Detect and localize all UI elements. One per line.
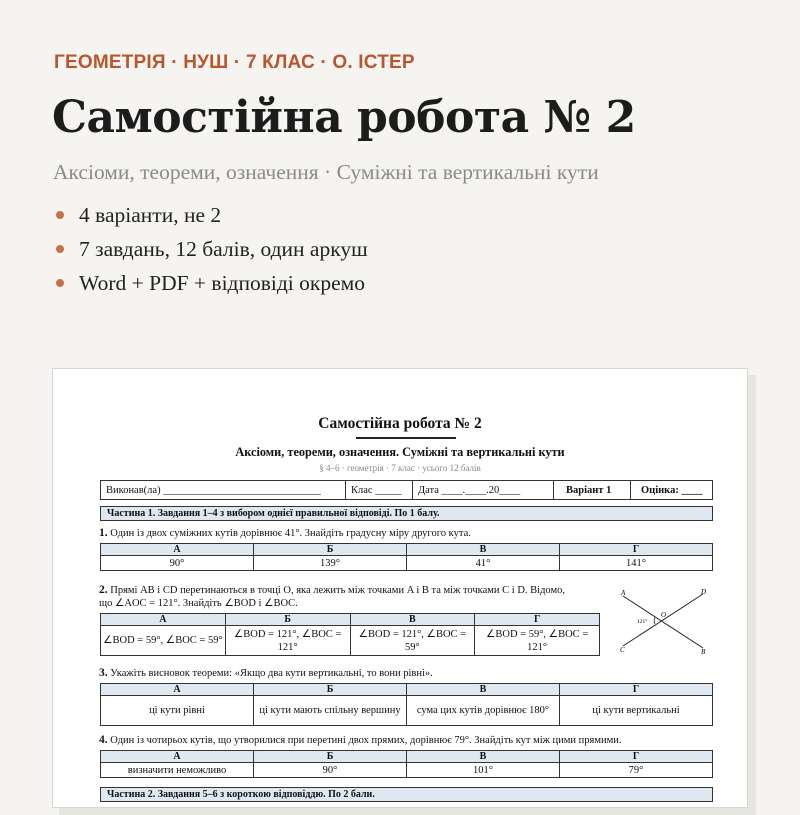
option-cell: ці кути мають спільну вершину (254, 696, 407, 726)
option-cell: ∠BOD = 121°, ∠BOC = 121° (225, 626, 350, 656)
option-cell: 101° (407, 763, 560, 778)
question-4 (99, 734, 622, 747)
option-cell: 139° (254, 556, 407, 571)
option-header: Б (254, 684, 407, 696)
sheet-title: Самостійна робота № 2 (318, 415, 482, 432)
option-cell: 90° (101, 556, 254, 571)
option-header: Г (560, 684, 713, 696)
title-underline (356, 437, 456, 439)
question-2 (99, 584, 609, 610)
feature-text: Word + PDF + відповіді окремо (79, 271, 365, 295)
bullet-dot-icon (56, 279, 64, 287)
option-cell: сума цих кутів дорівнює 180° (407, 696, 560, 726)
option-cell: 41° (407, 556, 560, 571)
line-ab (623, 596, 703, 648)
option-cell: 79° (560, 763, 713, 778)
question-text: Прямі AB і CD перетинаються в точці O, яка лежить між точками A і B та між точками C і D. Відомо, (110, 585, 565, 596)
feature-list (54, 201, 368, 303)
option-header: А (101, 614, 226, 626)
question-text: що ∠AOC = 121°. Знайдіть ∠BOD і ∠BOC. (99, 598, 298, 609)
option-header: В (350, 614, 475, 626)
feature-text: 7 завдань, 12 балів, один аркуш (79, 237, 368, 261)
point-label: C (620, 646, 625, 654)
answer-table-3 (100, 683, 713, 726)
answer-table-4 (100, 750, 713, 778)
page-title: Самостійна робота № 2 (52, 92, 636, 143)
option-header: А (101, 684, 254, 696)
option-header: Б (254, 751, 407, 763)
answer-table-1 (100, 543, 713, 571)
question-number: 2. (99, 584, 108, 596)
option-header: А (101, 544, 254, 556)
option-header: Г (475, 614, 600, 626)
angle-arc (654, 617, 655, 624)
option-header: В (407, 544, 560, 556)
page-subtitle: Аксіоми, теореми, означення · Суміжні та вертикальні кути (53, 160, 599, 184)
date-field: Дата ____.____.20____ (413, 481, 554, 499)
point-label: O (661, 611, 667, 619)
option-header: Г (560, 544, 713, 556)
course-kicker: ГЕОМЕТРІЯ · НУШ · 7 КЛАС · О. ІСТЕР (54, 52, 415, 73)
question-number: 1. (99, 527, 108, 539)
question-number: 3. (99, 667, 108, 679)
name-field: Виконав(ла) ______________________________ (101, 481, 346, 499)
angle-label: 121° (637, 619, 648, 625)
part1-header: Частина 1. Завдання 1–4 з вибором однієї правильної відповіді. По 1 балу. (100, 506, 713, 521)
option-header: Г (560, 751, 713, 763)
part2-header: Частина 2. Завдання 5–6 з короткою відповіддю. По 2 бали. (100, 787, 713, 802)
sheet-meta: § 4–6 · геометрія · 7 клас · усього 12 балів (319, 463, 481, 473)
question-text: Один із чотирьох кутів, що утворилися при перетині двох прямих, дорівнює 79°. Знайдіть кут між цими прямими. (110, 735, 622, 746)
line-cd (623, 594, 703, 646)
worksheet-preview (52, 368, 748, 808)
point-label: D (701, 588, 707, 596)
option-cell: визначити неможливо (101, 763, 254, 778)
student-info-row (100, 480, 713, 500)
bullet-dot-icon (56, 245, 64, 253)
option-header: В (407, 751, 560, 763)
question-1 (99, 527, 471, 540)
bullet-dot-icon (56, 211, 64, 219)
option-cell: 141° (560, 556, 713, 571)
option-header: А (101, 751, 254, 763)
question-3 (99, 667, 433, 680)
answer-table-2 (100, 613, 600, 656)
option-header: Б (254, 544, 407, 556)
option-cell: ∠BOD = 121°, ∠BOC = 59° (350, 626, 475, 656)
feature-text: 4 варіанти, не 2 (79, 203, 222, 227)
option-header: Б (225, 614, 350, 626)
feature-item (54, 201, 368, 235)
option-cell: ∠BOD = 59°, ∠BOC = 121° (475, 626, 600, 656)
feature-item (54, 235, 368, 269)
point-label: A (621, 589, 626, 597)
grade-field: Оцінка: ____ (641, 484, 703, 496)
question-text: Укажіть висновок теореми: «Якщо два кути вертикальні, то вони рівні». (110, 668, 433, 679)
option-cell: 90° (254, 763, 407, 778)
option-header: В (407, 684, 560, 696)
sheet-subtitle: Аксіоми, теореми, означення. Суміжні та вертикальні кути (235, 445, 565, 459)
option-cell: ці кути вертикальні (560, 696, 713, 726)
question-number: 4. (99, 734, 108, 746)
point-label: B (701, 648, 706, 654)
option-cell: ці кути рівні (101, 696, 254, 726)
variant-label: Варіант 1 (554, 481, 631, 499)
intersecting-lines-figure (615, 584, 715, 654)
feature-item (54, 269, 368, 303)
option-cell: ∠BOD = 59°, ∠BOC = 59° (101, 626, 226, 656)
question-text: Один із двох суміжних кутів дорівнює 41°. Знайдіть градусну міру другого кута. (110, 528, 471, 539)
class-field: Клас _____ (346, 481, 413, 499)
